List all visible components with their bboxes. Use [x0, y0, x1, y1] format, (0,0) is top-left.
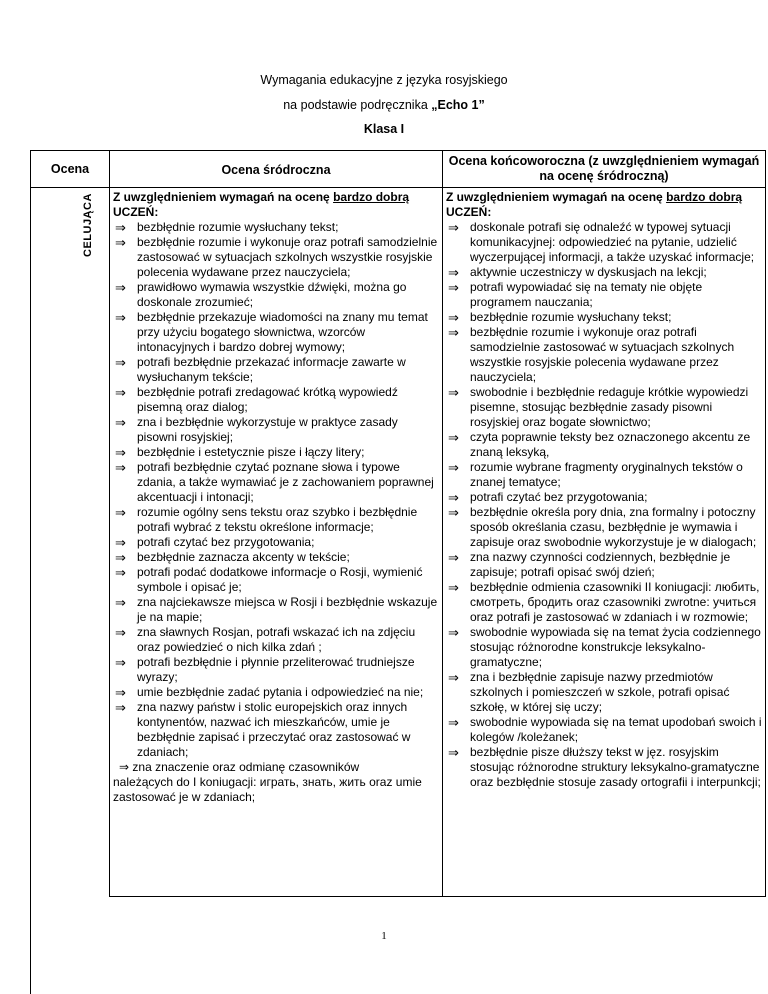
table-header-row	[31, 151, 766, 188]
arrow-implies-icon: ⇒	[119, 760, 130, 774]
list-item: ⇒ swobodnie wypowiada się na temat upodobań swoich i kolegów /koleżanek;	[448, 715, 762, 744]
arrow-implies-icon: ⇒	[115, 535, 126, 550]
final-requirements-cell	[443, 188, 766, 897]
arrow-implies-icon: ⇒	[115, 565, 126, 580]
final-intro-grade: bardzo dobrą	[666, 190, 743, 204]
list-item: ⇒ bezbłędnie potrafi zredagować krótką wypowiedź pisemną oraz dialog;	[115, 385, 398, 414]
list-item: ⇒ czyta poprawnie teksty bez oznaczonego akcentu ze znaną leksyką,	[448, 430, 751, 459]
page-number: 1	[381, 930, 387, 942]
doc-title: Wymagania edukacyjne z języka rosyjskiego	[260, 73, 508, 87]
arrow-implies-icon: ⇒	[115, 310, 126, 325]
table-left-border	[30, 894, 31, 994]
list-item: ⇒ aktywnie uczestniczy w dyskusjach na lekcji;	[448, 265, 707, 280]
list-item: ⇒ doskonale potrafi się odnaleźć w typowej sytuacji komunikacyjnej: odpowiedzieć na pytanie, udzielić wyczerpującej informacji, a także uzyskać informacje;	[448, 220, 755, 264]
list-item: ⇒ rozumie ogólny sens tekstu oraz szybko i bezbłędnie potrafi wybrać z tekstu określone informacje;	[115, 505, 418, 534]
arrow-implies-icon: ⇒	[448, 580, 459, 595]
textbook-name: „Echo 1”	[431, 98, 485, 112]
arrow-implies-icon: ⇒	[115, 625, 126, 640]
list-item: ⇒ bezbłędnie określa pory dnia, zna formalny i potoczny sposób określania czasu, bezbłędnie je wymawia i zapisuje oraz swobodnie wykorzystuje je w dialogach;	[448, 505, 757, 549]
midterm-student-label: UCZEŃ:	[113, 205, 159, 219]
list-item: ⇒ bezbłędnie odmienia czasowniki II koniugacji: любить, смотреть, бродить oraz czasowniki zwrotne: учиться oraz potrafi je zastosować w zdaniach i w rozmowie;	[448, 580, 760, 624]
final-requirements-list	[446, 220, 762, 790]
list-item: ⇒ zna i bezbłędnie zapisuje nazwy przedmiotów szkolnych i pomieszczeń w szkole, potrafi opisać szkołę, w której się uczy;	[448, 670, 730, 714]
arrow-implies-icon: ⇒	[448, 325, 459, 340]
final-intro: Z uwzględnieniem wymagań na ocenę bardzo dobrą	[446, 190, 743, 204]
midterm-intro: Z uwzględnieniem wymagań na ocenę bardzo dobrą	[113, 190, 410, 204]
arrow-implies-icon: ⇒	[448, 220, 459, 235]
arrow-implies-icon: ⇒	[448, 505, 459, 520]
midterm-requirements-list	[113, 220, 439, 760]
list-item: ⇒ potrafi bezbłędnie przekazać informacje zawarte w wysłuchanym tekście;	[115, 355, 406, 384]
arrow-implies-icon: ⇒	[115, 700, 126, 715]
list-item: ⇒ bezbłędnie rozumie wysłuchany tekst;	[448, 310, 672, 325]
arrow-implies-icon: ⇒	[448, 625, 459, 640]
list-item: ⇒ swobodnie wypowiada się na temat życia codziennego stosując różnorodne konstrukcje leksykalno-gramatyczne;	[448, 625, 761, 669]
midterm-requirements-cell	[110, 188, 443, 897]
arrow-implies-icon: ⇒	[115, 685, 126, 700]
midterm-intro-grade: bardzo dobrą	[333, 190, 410, 204]
list-item: ⇒ potrafi bezbłędnie czytać poznane słowa i typowe zdania, a także wymawiać je z zachowaniem poprawnej akcentuacji i intonacji;	[115, 460, 434, 504]
list-item: ⇒ potrafi wypowiadać się na tematy nie objęte programem nauczania;	[448, 280, 703, 309]
grade-cell	[31, 188, 110, 897]
list-item: ⇒ bezbłędnie pisze dłuższy tekst w jęz. rosyjskim stosując różnorodne struktury leksykalno-gramatyczne oraz bezbłędnie stosuje zasady ortografii i interpunkcji;	[448, 745, 761, 789]
arrow-implies-icon: ⇒	[115, 445, 126, 460]
arrow-implies-icon: ⇒	[115, 235, 126, 250]
list-item: ⇒ prawidłowo wymawia wszystkie dźwięki, można go doskonale zrozumieć;	[115, 280, 407, 309]
arrow-implies-icon: ⇒	[448, 715, 459, 730]
list-item: ⇒ swobodnie i bezbłędnie redaguje krótkie wypowiedzi pisemne, stosując bezbłędnie zasady pisowni rosyjskiej oraz bogate słownictwo;	[448, 385, 749, 429]
list-item: ⇒ potrafi czytać bez przygotowania;	[448, 490, 648, 505]
list-item: ⇒ zna i bezbłędnie wykorzystuje w praktyce zasady pisowni rosyjskiej;	[115, 415, 398, 444]
list-item: ⇒ rozumie wybrane fragmenty oryginalnych tekstów o znanej tematyce;	[448, 460, 743, 489]
subtitle-text: na podstawie podręcznika	[283, 98, 432, 112]
list-item: ⇒ umie bezbłędnie zadać pytania i odpowiedzieć na nie;	[115, 685, 424, 700]
list-item: ⇒ zna sławnych Rosjan, potrafi wskazać ich na zdjęciu oraz powiedzieć o nich kilka zdań ;	[115, 625, 416, 654]
arrow-implies-icon: ⇒	[115, 550, 126, 565]
arrow-implies-icon: ⇒	[115, 280, 126, 295]
list-item-continuation: należących do I koniugacji: играть, знать, жить oraz umie zastosować je w zdaniach;	[113, 775, 422, 804]
list-item: ⇒ potrafi podać dodatkowe informacje o Rosji, wymienić symbole i opisać je;	[115, 565, 423, 594]
arrow-implies-icon: ⇒	[115, 220, 126, 235]
column-header-ocena: Ocena	[31, 151, 110, 188]
arrow-implies-icon: ⇒	[448, 310, 459, 325]
arrow-implies-icon: ⇒	[448, 265, 459, 280]
arrow-implies-icon: ⇒	[448, 490, 459, 505]
arrow-implies-icon: ⇒	[115, 415, 126, 430]
arrow-implies-icon: ⇒	[448, 460, 459, 475]
requirements-table	[30, 150, 766, 897]
arrow-implies-icon: ⇒	[448, 670, 459, 685]
column-header-koncoworoczna: Ocena końcoworoczna (z uwzględnieniem wymagań na ocenę śródroczną)	[443, 151, 766, 188]
arrow-implies-icon: ⇒	[448, 385, 459, 400]
arrow-implies-icon: ⇒	[448, 745, 459, 760]
grade-label: CELUJĄCA	[82, 193, 94, 257]
list-item: ⇒ potrafi bezbłędnie i płynnie przeliterować trudniejsze wyrazy;	[115, 655, 415, 684]
arrow-implies-icon: ⇒	[115, 655, 126, 670]
arrow-implies-icon: ⇒	[448, 430, 459, 445]
arrow-implies-icon: ⇒	[448, 550, 459, 565]
class-label: Klasa I	[363, 122, 405, 136]
column-header-srodroczna: Ocena śródroczna	[110, 151, 443, 188]
list-item: ⇒ bezbłędnie rozumie i wykonuje oraz potrafi samodzielnie zastosować w sytuacjach szkolnych wszystkie rosyjskie polecenia wydawane przez nauczyciela;	[115, 235, 438, 279]
arrow-implies-icon: ⇒	[115, 385, 126, 400]
table-row	[31, 188, 766, 897]
list-item: ⇒ potrafi czytać bez przygotowania;	[115, 535, 315, 550]
list-item: ⇒ bezbłędnie zaznacza akcenty w tekście;	[115, 550, 350, 565]
list-item: ⇒ zna nazwy czynności codziennych, bezbłędnie je zapisuje; potrafi opisać swój dzień;	[448, 550, 731, 579]
list-item: ⇒ bezbłędnie przekazuje wiadomości na znany mu temat przy użyciu bogatego słownictwa, wzorców intonacyjnych i bardzo dobrej wymowy;	[115, 310, 428, 354]
arrow-implies-icon: ⇒	[115, 505, 126, 520]
list-item: ⇒ bezbłędnie i estetycznie pisze i łączy litery;	[115, 445, 365, 460]
list-item: ⇒ zna najciekawsze miejsca w Rosji i bezbłędnie wskazuje je na mapie;	[115, 595, 438, 624]
arrow-implies-icon: ⇒	[115, 460, 126, 475]
doc-subtitle	[0, 98, 768, 112]
list-item: ⇒ zna znaczenie oraz odmianę czasowników	[119, 760, 360, 774]
arrow-implies-icon: ⇒	[115, 595, 126, 610]
list-item: ⇒ bezbłędnie rozumie i wykonuje oraz potrafi samodzielnie zastosować w sytuacjach szkolnych wszystkie rosyjskie polecenia wydawane przez nauczyciela;	[448, 325, 735, 384]
list-item: ⇒ zna nazwy państw i stolic europejskich oraz innych kontynentów, nazwać ich mieszkańców, umie je bezbłędnie zapisać i przeczytać oraz zastosować w zdaniach;	[115, 700, 411, 759]
arrow-implies-icon: ⇒	[448, 280, 459, 295]
list-item: ⇒ bezbłędnie rozumie wysłuchany tekst;	[115, 220, 339, 235]
arrow-implies-icon: ⇒	[115, 355, 126, 370]
final-student-label: UCZEŃ:	[446, 205, 492, 219]
